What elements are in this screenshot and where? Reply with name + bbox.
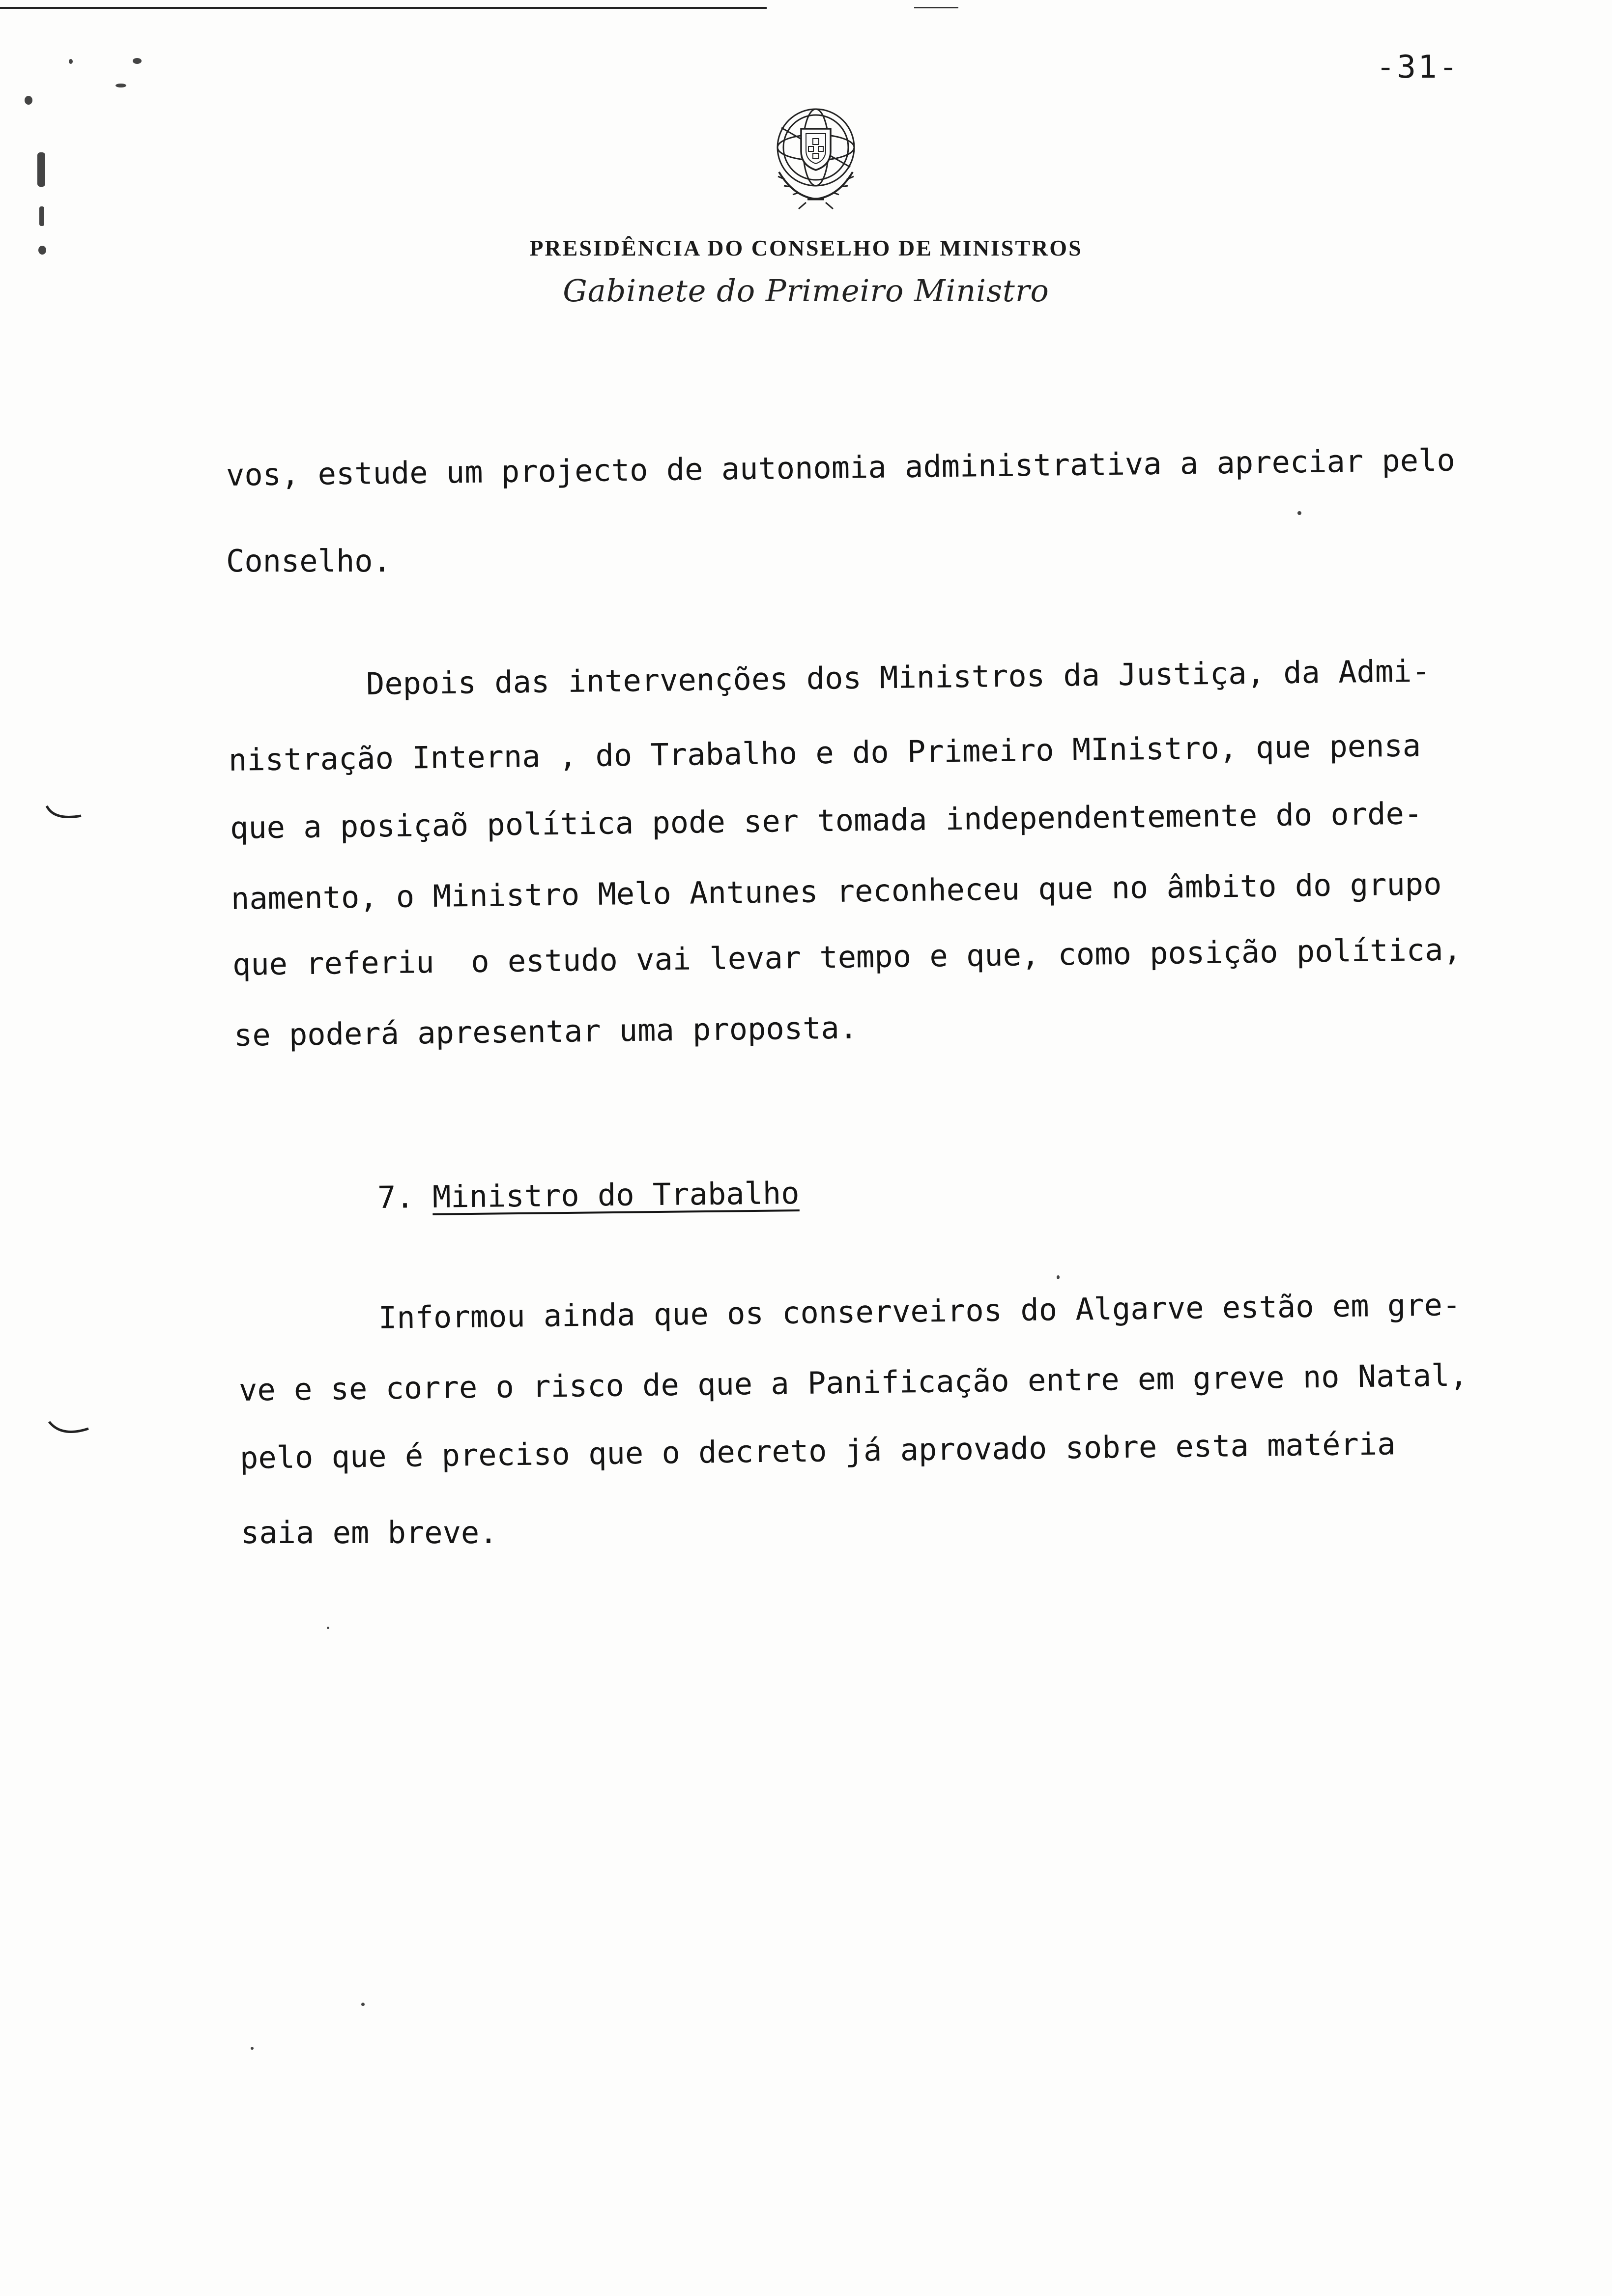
scan-speck — [1297, 511, 1301, 515]
scan-speck — [38, 246, 46, 255]
top-edge-rule-fragment — [914, 7, 958, 8]
margin-tick-mark — [44, 801, 93, 831]
scan-speck — [1057, 1275, 1060, 1279]
text-line: que a posiçaõ política pode ser tomada independentemente do orde- — [230, 795, 1423, 846]
section-number: 7. — [377, 1179, 415, 1215]
text-line: Informou ainda que os conserveiros do Algarve estão em gre- — [378, 1287, 1461, 1336]
section-heading — [377, 1175, 800, 1215]
text-line: Conselho. — [226, 543, 391, 579]
scan-speck — [133, 58, 142, 64]
margin-tick-mark — [47, 1418, 96, 1442]
portuguese-republic-seal-icon — [759, 98, 872, 211]
text-line: namento, o Ministro Melo Antunes reconheceu que no âmbito do grupo — [230, 865, 1442, 917]
scan-speck — [69, 59, 73, 64]
text-line: Depois das intervenções dos Ministros da Justiça, da Admi- — [366, 653, 1431, 702]
section-title: Ministro do Trabalho — [432, 1175, 800, 1215]
top-edge-rule — [0, 7, 767, 9]
text-line: pelo que é preciso que o decreto já aprovado sobre esta matéria — [239, 1426, 1396, 1476]
scan-speck — [251, 2047, 254, 2050]
text-line: nistração Interna , do Trabalho e do Primeiro MInistro, que pensa — [228, 727, 1421, 778]
text-line: que referiu o estudo vai levar tempo e que, como posição política, — [232, 931, 1462, 982]
letterhead-title: PRESIDÊNCIA DO CONSELHO DE MINISTROS — [529, 235, 1083, 260]
letterhead-subtitle: Gabinete do Primeiro Ministro — [563, 273, 1049, 309]
text-line: ve e se corre o risco de que a Panificação entre em greve no Natal, — [238, 1357, 1468, 1408]
text-line: saia em breve. — [241, 1515, 498, 1550]
scan-speck — [25, 96, 32, 105]
scan-speck — [115, 84, 126, 87]
text-line: vos, estude um projecto de autonomia administrativa a apreciar pelo — [226, 442, 1456, 493]
scan-speck — [327, 1627, 329, 1629]
page-number: -31- — [1376, 49, 1460, 86]
scan-speck — [37, 152, 45, 187]
scan-speck — [39, 206, 44, 226]
scan-speck — [361, 2003, 365, 2006]
text-line: se poderá apresentar uma proposta. — [233, 1009, 858, 1053]
